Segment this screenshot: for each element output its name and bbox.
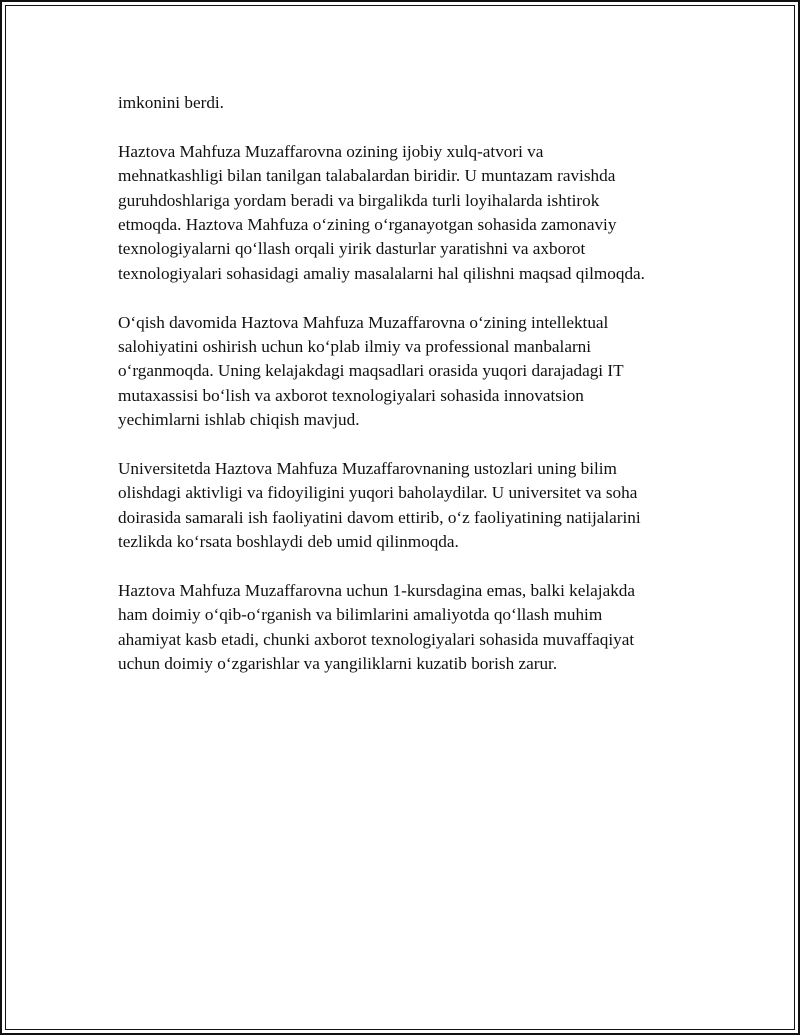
text-line: Universitetda Haztova Mahfuza Muzaffarovnaning ustozlari uning bilim [118,459,617,479]
text-line: mehnatkashligi bilan tanilgan talabalardan biridir. U muntazam ravishda [118,166,616,186]
text-line: texnologiyalarni qo‘llash orqali yirik dasturlar yaratishni va axborot [118,239,586,259]
paragraph-3 [118,311,693,433]
text-line: Haztova Mahfuza Muzaffarovna ozining ijobiy xulq-atvori va [118,141,544,161]
paragraph-4 [118,457,693,555]
text-line: tezlikda ko‘rsata boshlaydi deb umid qilinmoqda. [118,532,459,552]
text-line: mutaxassisi bo‘lish va axborot texnologiyalari sohasida innovatsion [118,385,584,405]
text-line: guruhdoshlariga yordam beradi va birgalikda turli loyihalarda ishtirok [118,190,600,210]
text-line: o‘rganmoqda. Uning kelajakdagi maqsadlari orasida yuqori darajadagi IT [118,361,624,381]
paragraph-5 [118,579,693,677]
text-line: ahamiyat kasb etadi, chunki axborot texnologiyalari sohasida muvaffaqiyat [118,629,635,649]
text-line: uchun doimiy o‘zgarishlar va yangiliklarni kuzatib borish zarur. [118,654,558,674]
text-line: imkonini berdi. [118,93,224,112]
text-line: Haztova Mahfuza Muzaffarovna uchun 1-kursdagina emas, balki kelajakda [118,581,636,601]
text-line: doirasida samarali ish faoliyatini davom ettirib, o‘z faoliyatining natijalarini [118,507,641,527]
text-line: ham doimiy o‘qib-o‘rganish va bilimlarini amaliyotda qo‘llash muhim [118,605,603,625]
text-line: olishdagi aktivligi va fidoyiligini yuqori baholaydilar. U universitet va soha [118,483,638,503]
paragraph-1 [118,91,693,115]
document-body [118,91,693,701]
text-line: O‘qish davomida Haztova Mahfuza Muzaffarovna o‘zining intellektual [118,312,609,332]
text-line: yechimlarni ishlab chiqish mavjud. [118,410,360,430]
text-line: texnologiyalari sohasidagi amaliy masalalarni hal qilishni maqsad qilmoqda. [118,263,645,283]
paragraph-2 [118,140,693,286]
text-line: etmoqda. Haztova Mahfuza o‘zining o‘rganayotgan sohasida zamonaviy [118,215,617,235]
text-line: salohiyatini oshirish uchun ko‘plab ilmiy va professional manbalarni [118,337,592,357]
